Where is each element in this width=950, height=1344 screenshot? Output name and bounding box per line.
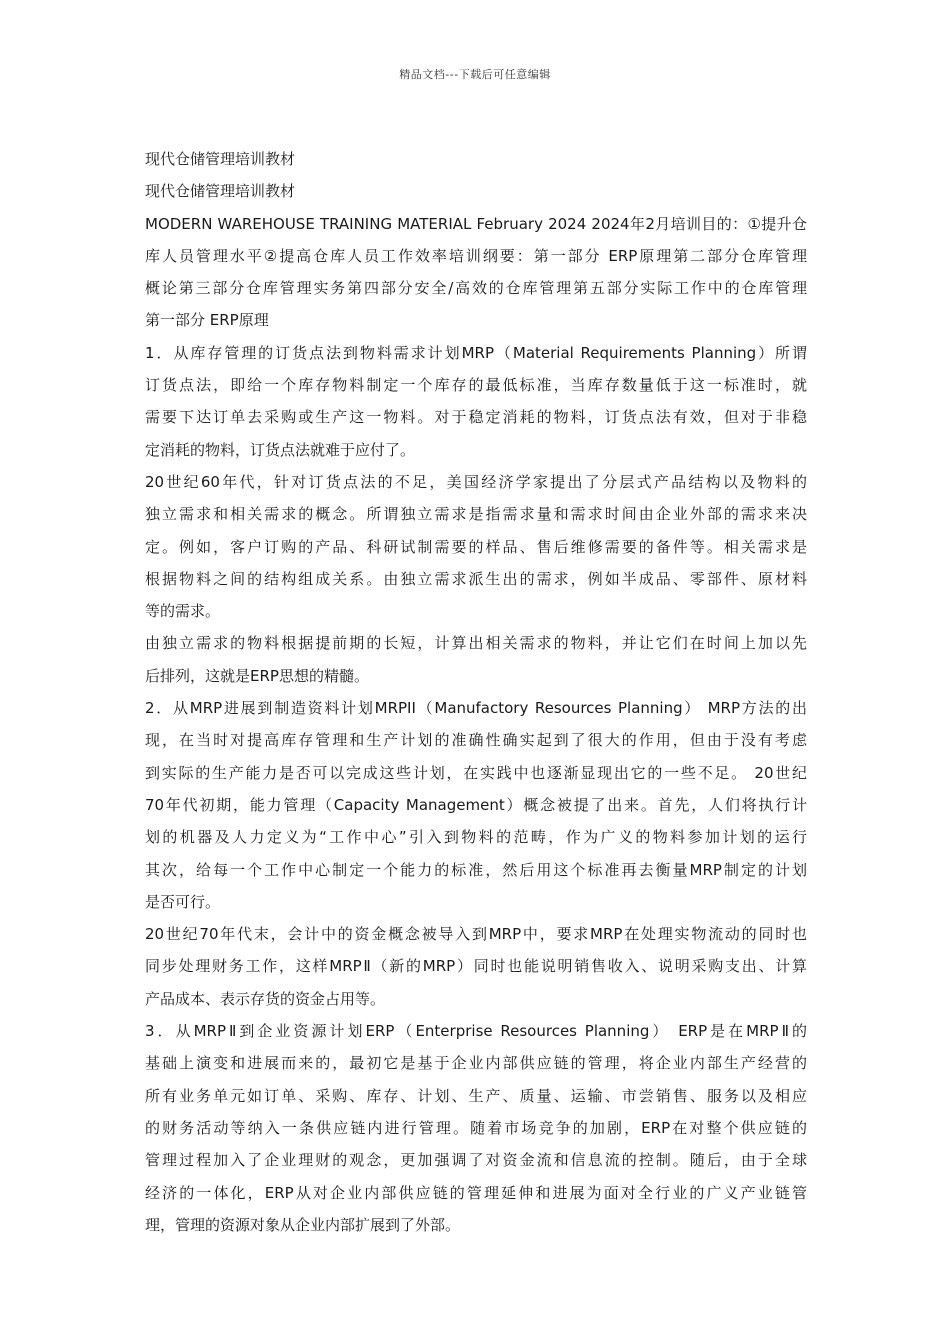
text-line: 根据物料之间的结构组成关系。由独立需求派生出的需求，例如半成品、零部件、原材料 — [145, 569, 807, 588]
text-line: 后排列，这就是ERP思想的精髓。 — [145, 666, 369, 685]
text-line: 现代仓储管理培训教材 — [145, 150, 296, 168]
text-line: 理，管理的资源对象从企业内部扩展到了外部。 — [145, 1215, 461, 1234]
text-line: 管理过程加入了企业理财的观念，更加强调了对资金流和信息流的控制。随后，由于全球 — [145, 1151, 807, 1170]
text-line: 20世纪60年代，针对订货点法的不足，美国经济学家提出了分层式产品结构以及物料的 — [145, 472, 807, 491]
text-line: 基础上演变和进展而来的，最初它是基于企业内部供应链的管理，将企业内部生产经营的 — [145, 1054, 807, 1073]
text-line: 20世纪70年代末，会计中的资金概念被导入到MRP中，要求MRP在处理实物流动的同时也 — [145, 925, 807, 944]
text-line: 现，在当时对提高库存管理和生产计划的准确性确实起到了很大的作用，但由于没有考虑 — [145, 731, 807, 750]
text-line: 由独立需求的物料根据提前期的长短，计算出相关需求的物料，并让它们在时间上加以先 — [145, 634, 807, 653]
text-line: 到实际的生产能力是否可以完成这些计划，在实践中也逐渐显现出它的一些不足。 20世纪 — [145, 763, 807, 782]
text-line: 划的机器及人力定义为“工作中心”引入到物料的范畴，作为广义的物料参加计划的运行 — [145, 828, 807, 847]
text-line: 第一部分 ERP原理 — [145, 311, 269, 330]
text-line: MODERN WAREHOUSE TRAINING MATERIAL February 2024 2024年2月培训目的：①提升仓 — [145, 214, 807, 233]
text-line: 独立需求和相关需求的概念。所谓独立需求是指需求量和需求时间由企业外部的需求来决 — [145, 505, 807, 524]
text-line: 同步处理财务工作，这样MRPⅡ（新的MRP）同时也能说明销售收入、说明采购支出、计算 — [145, 957, 807, 976]
text-line: 2．从MRP进展到制造资料计划MRPII（Manufactory Resources Planning） MRP方法的出 — [145, 699, 807, 718]
text-line: 需要下达订单去采购或生产这一物料。对于稳定消耗的物料，订货点法有效，但对于非稳 — [145, 408, 807, 427]
text-line: 等的需求。 — [145, 602, 221, 621]
text-line: 订货点法，即给一个库存物料制定一个库存的最低标准，当库存数量低于这一标准时，就 — [145, 376, 807, 395]
text-line: 其次，给每一个工作中心制定一个能力的标准，然后用这个标准再去衡量MRP制定的计划 — [145, 860, 807, 879]
document-body — [145, 143, 807, 1241]
text-line: 概论第三部分仓库管理实务第四部分安全/高效的仓库管理第五部分实际工作中的仓库管理 — [145, 279, 807, 298]
text-line: 1．从库存管理的订货点法到物料需求计划MRP（Material Requirements Planning）所谓 — [145, 343, 807, 362]
text-line: 定消耗的物料，订货点法就难于应付了。 — [145, 440, 416, 459]
text-line: 是否可行。 — [145, 892, 221, 911]
text-line: 库人员管理水平②提高仓库人员工作效率培训纲要：第一部分 ERP原理第二部分仓库管理 — [145, 246, 807, 265]
text-line: 3．从MRPⅡ到企业资源计划ERP（Enterprise Resources Planning） ERP是在MRPⅡ的 — [145, 1022, 807, 1041]
text-line: 的财务活动等纳入一条供应链内进行管理。随着市场竞争的加剧，ERP在对整个供应链的 — [145, 1118, 807, 1137]
text-line: 定。例如，客户订购的产品、科研试制需要的样品、售后维修需要的备件等。相关需求是 — [145, 537, 807, 556]
page-header: 精品文档---下载后可任意编辑 — [399, 68, 551, 81]
text-line: 所有业务单元如订单、采购、库存、计划、生产、质量、运输、市尝销售、服务以及相应 — [145, 1086, 807, 1105]
text-line: 70年代初期，能力管理（Capacity Management）概念被提了出来。首先，人们将执行计 — [145, 795, 807, 814]
text-line: 现代仓储管理培训教材 — [145, 182, 296, 201]
text-line: 经济的一体化，ERP从对企业内部供应链的管理延伸和进展为面对全行业的广义产业链管 — [145, 1183, 807, 1202]
text-line: 产品成本、表示存货的资金占用等。 — [145, 989, 386, 1008]
